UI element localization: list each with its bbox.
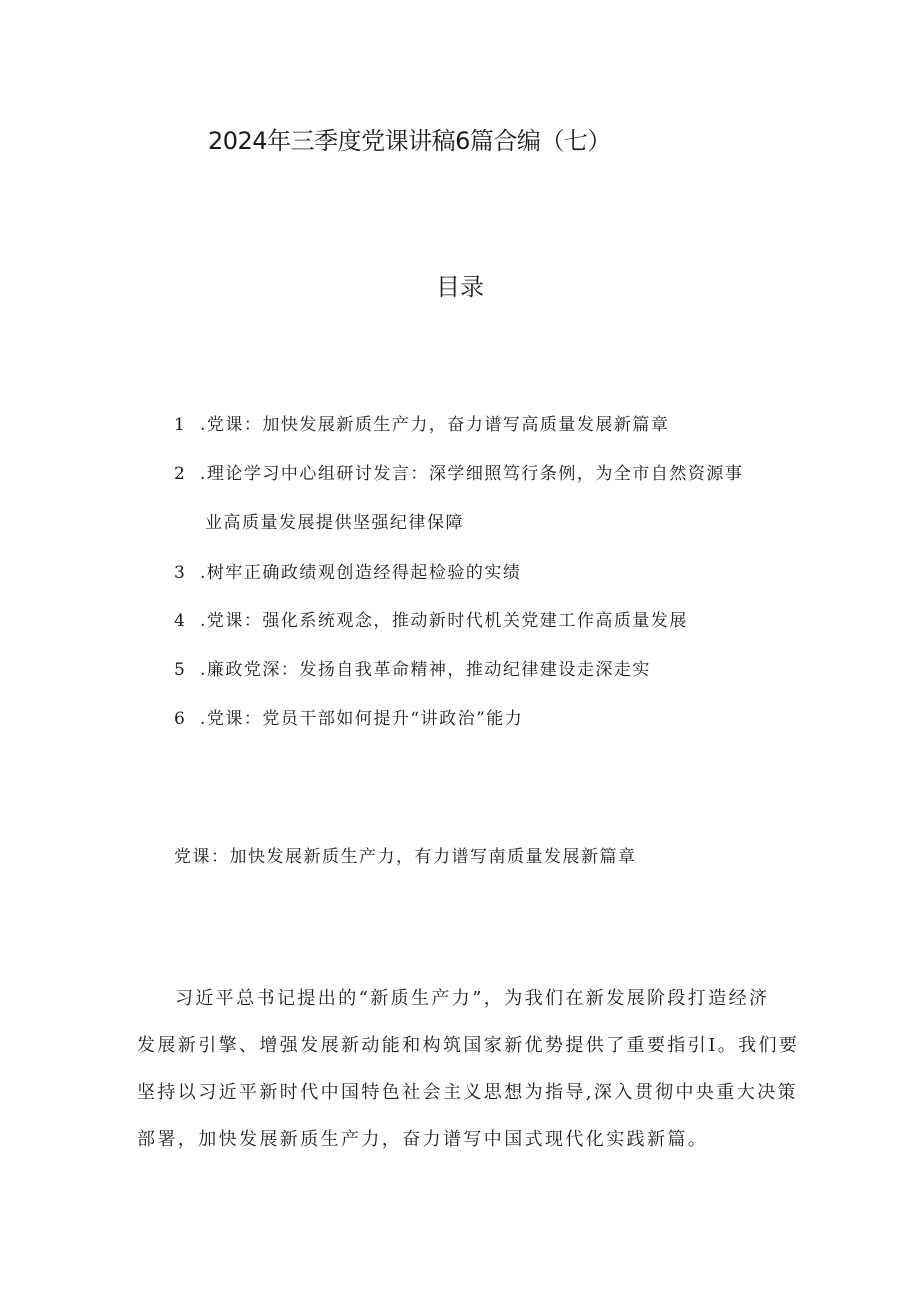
toc-item-6 (174, 707, 523, 731)
paragraph-line: 习近平总书记提出的“新质生产力”，为我们在新发展阶段打造经济 (175, 988, 770, 1009)
toc-item-text: .理论学习中心组研讨发言：深学细照笃行条例，为全市自然资源事 (200, 464, 744, 484)
toc-item-number: 5 (174, 660, 185, 680)
toc-item-text: .党课：加快发展新质生产力，奋力谱写高质量发展新篇章 (200, 415, 670, 435)
toc-item-text: .树牢正确政绩观创造经得起检验的实绩 (200, 563, 522, 583)
document-title: 2024年三季度党课讲稿6篇合编（七） (208, 127, 611, 155)
toc-item-number: 4 (174, 611, 185, 631)
toc-item-text: .廉政党深：发扬自我革命精神，推动纪律建设走深走实 (200, 660, 651, 680)
toc-heading: 目录 (436, 273, 484, 301)
toc-item-number: 3 (174, 563, 185, 583)
toc-item-number: 2 (174, 464, 185, 484)
toc-item-3 (174, 561, 521, 585)
paragraph-line: 坚持以习近平新时代中国特色社会主义思想为指导,深入贯彻中央重大决策 (137, 1082, 798, 1103)
toc-item-number: 6 (174, 709, 185, 729)
toc-item-2-continuation: 业高质量发展提供坚强纪律保障 (205, 513, 464, 533)
toc-item-number: 1 (174, 415, 185, 435)
section-title: 党课：加快发展新质生产力，有力谱写南质量发展新篇章 (174, 847, 637, 867)
paragraph-line: 发展新引擎、增强发展新动能和构筑国家新优势提供了重要指引I。我们要 (137, 1035, 800, 1056)
paragraph-line: 部署，加快发展新质生产力，奋力谱写中国式现代化实践新篇。 (137, 1129, 709, 1150)
toc-item-text: .党课：强化系统观念，推动新时代机关党建工作高质量发展 (200, 611, 688, 631)
toc-item-4 (174, 609, 688, 633)
toc-item-2 (174, 462, 743, 486)
toc-item-text: .党课：党员干部如何提升“讲政治”能力 (200, 709, 524, 729)
toc-item-1 (174, 413, 669, 437)
toc-item-5 (174, 658, 651, 682)
